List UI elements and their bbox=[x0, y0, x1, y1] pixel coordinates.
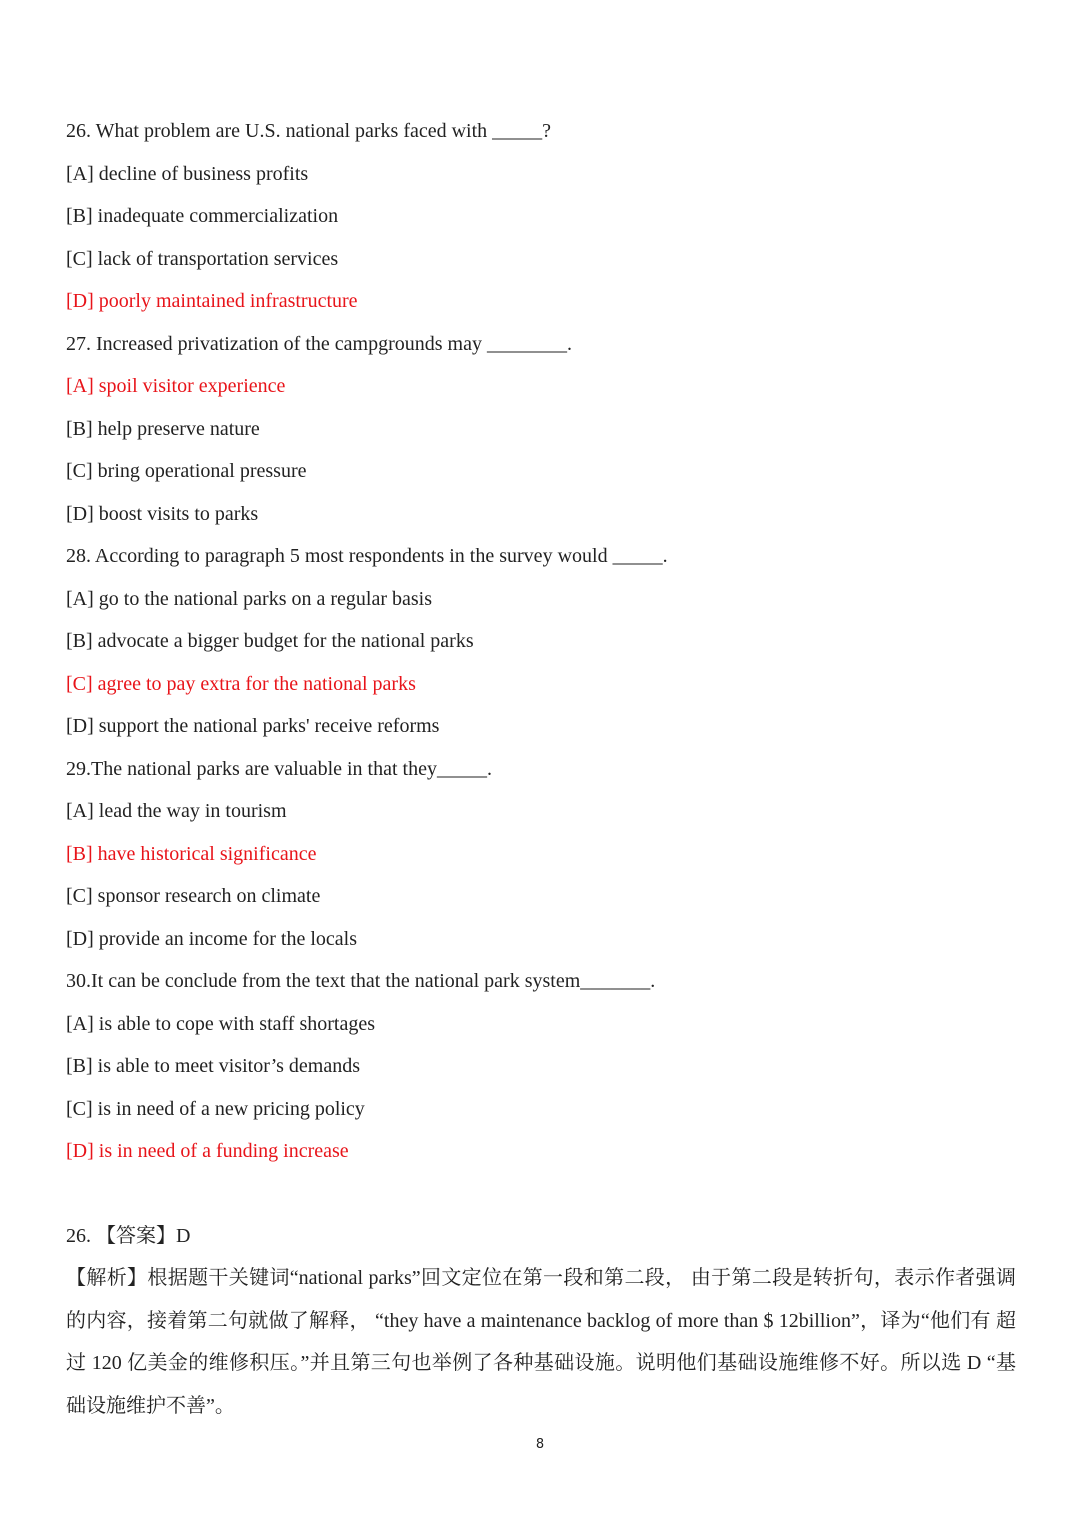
option-line: [A] is able to cope with staff shortages bbox=[66, 1012, 375, 1035]
option-line: [B] advocate a bigger budget for the national parks bbox=[66, 630, 474, 652]
option-line: [B] inadequate commercialization bbox=[66, 205, 339, 227]
option-line: [C] bring operational pressure bbox=[66, 460, 307, 482]
answer-line: 26. 【答案】D bbox=[66, 1224, 191, 1247]
question-stem: 30.It can be conclude from the text that the national park system_______. bbox=[66, 970, 656, 992]
correct-option-line: [B] have historical significance bbox=[66, 842, 317, 865]
question-stem: 28. According to paragraph 5 most respondents in the survey would _____. bbox=[66, 545, 668, 567]
page-number: 8 bbox=[535, 1437, 545, 1452]
question-stem: 26. What problem are U.S. national parks faced with _____? bbox=[66, 120, 552, 142]
option-line: [B] help preserve nature bbox=[66, 417, 260, 440]
option-line: [D] provide an income for the locals bbox=[66, 927, 358, 950]
correct-option-line: [A] spoil visitor experience bbox=[66, 375, 286, 397]
option-line: [A] lead the way in tourism bbox=[66, 800, 287, 822]
question-stem: 27. Increased privatization of the campgrounds may ________. bbox=[66, 332, 572, 355]
analysis-paragraph: 【解析】根据题干关键词“national parks”回文定位在第一段和第二段， 由于第二段是转折句，表示作者强调的内容，接着第二句就做了解释， “they have a maintenance backlog of more than $ 12billion”，译为“他们有 超过 120 亿美金的维修积压。”并且第三句也举例了各种基础设施。说明他们基础设施维修不好。所以选 D “基础设施维护不善”。 bbox=[66, 1267, 1016, 1417]
option-line: [D] boost visits to parks bbox=[66, 502, 259, 525]
option-line: [C] is in need of a new pricing policy bbox=[66, 1097, 365, 1120]
option-line: [C] sponsor research on climate bbox=[66, 885, 321, 907]
question-stem: 29.The national parks are valuable in that they_____. bbox=[66, 757, 492, 780]
option-line: [D] support the national parks' receive reforms bbox=[66, 715, 440, 737]
option-line: [C] lack of transportation services bbox=[66, 247, 339, 270]
option-line: [A] go to the national parks on a regular basis bbox=[66, 587, 433, 610]
option-line: [B] is able to meet visitor’s demands bbox=[66, 1055, 361, 1077]
explanation-section bbox=[66, 1215, 1016, 1428]
correct-option-line: [D] poorly maintained infrastructure bbox=[66, 290, 358, 312]
section-spacer bbox=[66, 1179, 1016, 1215]
correct-option-line: [C] agree to pay extra for the national parks bbox=[66, 672, 416, 695]
option-line: [A] decline of business profits bbox=[66, 162, 309, 185]
questions-section bbox=[66, 116, 1016, 1427]
correct-option-line: [D] is in need of a funding increase bbox=[66, 1140, 349, 1162]
